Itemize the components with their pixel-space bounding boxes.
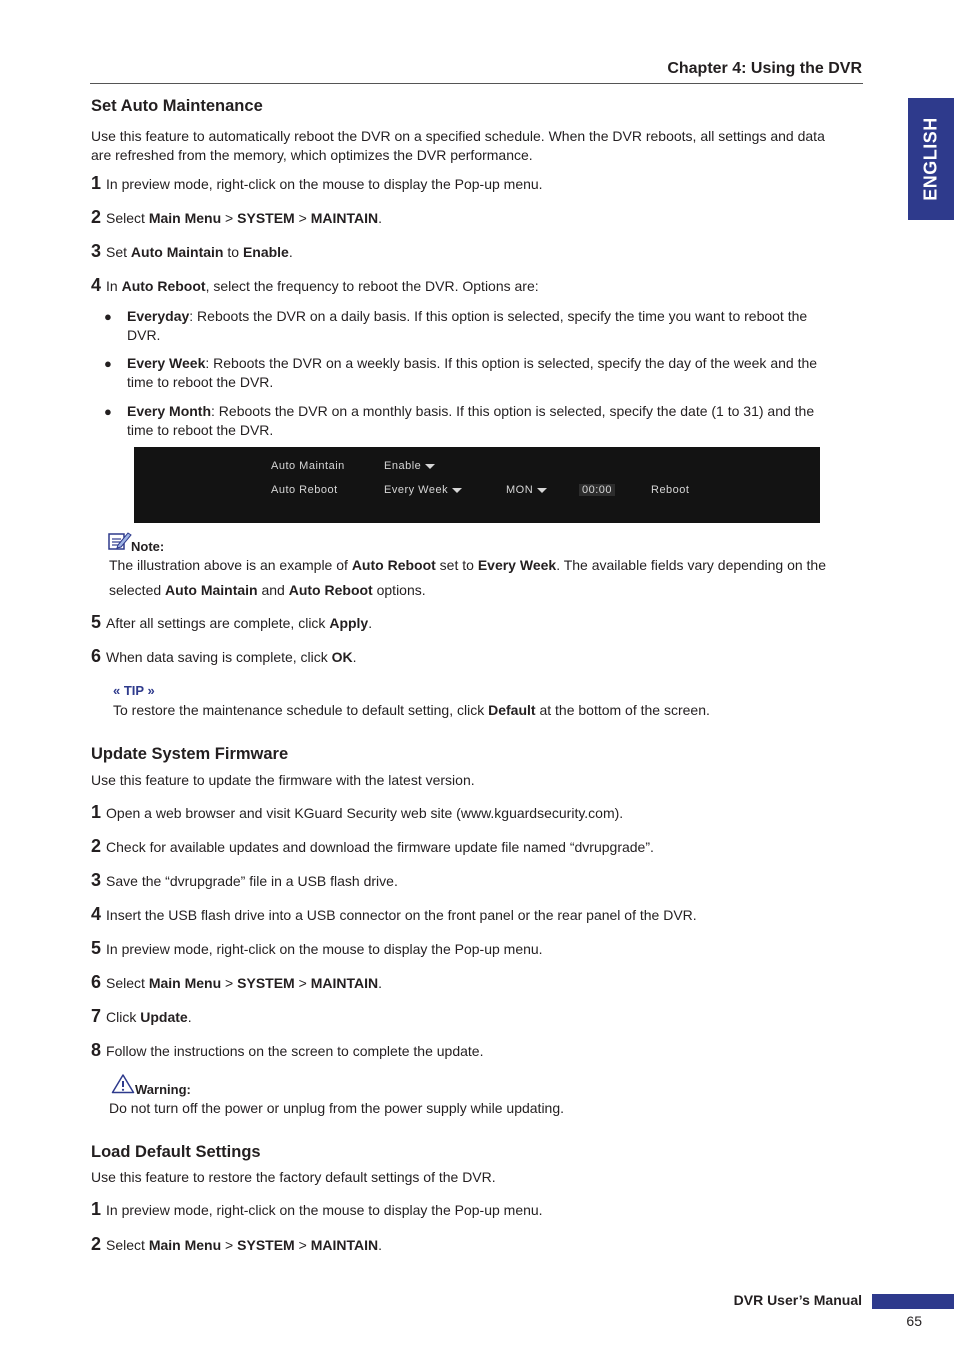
auto-maintain-select[interactable]: [384, 460, 435, 472]
fw-step-3: [91, 871, 398, 891]
language-tab-label: ENGLISH: [920, 117, 941, 201]
step-text: In preview mode, right-click on the mouse to display the Pop-up menu.: [106, 176, 543, 192]
step-text: Select: [106, 210, 149, 226]
menu-path-maintain: MAINTAIN: [310, 975, 379, 991]
tip-text: [113, 701, 710, 720]
period: .: [288, 244, 293, 260]
step-text: , select the frequency to reboot the DVR. Options are:: [205, 278, 539, 294]
step-2: [91, 208, 382, 228]
bullet-every-month-text: [127, 402, 857, 440]
tip-label: « TIP »: [113, 683, 155, 698]
step-number: 1: [91, 1199, 102, 1219]
bullet-everyday: [104, 307, 112, 326]
section2-intro: Use this feature to update the firmware with the latest version.: [91, 772, 475, 788]
step-number: 2: [91, 1234, 102, 1254]
note-label: Note:: [131, 539, 165, 554]
bullet-label: Every Week: [127, 355, 206, 371]
option-auto-reboot: Auto Reboot: [121, 278, 206, 294]
step-number: 7: [91, 1006, 102, 1026]
note-icon: [108, 531, 132, 551]
note-text: . The available fields vary depending on the: [556, 557, 827, 573]
separator: >: [294, 210, 311, 226]
dropdown-caret-icon: [537, 488, 547, 493]
default-step-1: [91, 1200, 543, 1220]
step-3: [91, 242, 293, 262]
update-label: Update: [140, 1009, 188, 1025]
note-bold: Auto Reboot: [288, 582, 373, 598]
step-text: In preview mode, right-click on the mouse to display the Pop-up menu.: [106, 1202, 543, 1218]
bullet-every-week-text: [127, 354, 857, 392]
note-text: The illustration above is an example of: [109, 557, 352, 573]
bullet-everyday-text: [127, 307, 857, 345]
auto-reboot-label: Auto Reboot: [271, 484, 338, 496]
section-title-load-defaults: Load Default Settings: [91, 1143, 261, 1161]
header-rule: [90, 83, 863, 84]
step-text: Set: [106, 244, 131, 260]
tip-line: To restore the maintenance schedule to default setting, click: [113, 702, 489, 718]
separator: >: [221, 210, 238, 226]
step-text: After all settings are complete, click: [106, 615, 330, 631]
tip-line: at the bottom of the screen.: [535, 702, 710, 718]
step-number: 3: [91, 241, 102, 261]
day-value: MON: [506, 484, 534, 496]
dropdown-caret-icon: [452, 488, 462, 493]
note-text: options.: [372, 582, 426, 598]
step-text: Insert the USB flash drive into a USB connector on the front panel or the rear panel of the DVR.: [106, 907, 697, 923]
separator: >: [294, 1237, 311, 1253]
step-text: When data saving is complete, click: [106, 649, 332, 665]
note-bold: Auto Maintain: [165, 582, 258, 598]
language-tab: [908, 98, 954, 220]
step-text: Save the “dvrupgrade” file in a USB flash drive.: [106, 873, 398, 889]
note-text: selected: [109, 582, 166, 598]
default-label: Default: [488, 702, 536, 718]
note-bold: Every Week: [477, 557, 557, 573]
bullet-line: : Reboots the DVR on a monthly basis. If this option is selected, specify the date (1 to 31) and the: [211, 403, 815, 419]
step-text: In preview mode, right-click on the mouse to display the Pop-up menu.: [106, 941, 543, 957]
fw-step-4: [91, 905, 697, 925]
fw-step-6: [91, 973, 382, 993]
menu-path-maintain: MAINTAIN: [310, 210, 379, 226]
option-enable: Enable: [242, 244, 289, 260]
dvr-screen-illustration: [134, 447, 820, 523]
bullet-every-week: [104, 354, 112, 373]
step-number: 6: [91, 972, 102, 992]
separator: >: [294, 975, 311, 991]
step-text: Follow the instructions on the screen to complete the update.: [106, 1043, 484, 1059]
chapter-heading: Chapter 4: Using the DVR: [667, 60, 862, 77]
step-number: 8: [91, 1040, 102, 1060]
step-number: 6: [91, 646, 102, 666]
fw-step-1: [91, 803, 623, 823]
step-number: 5: [91, 612, 102, 632]
auto-maintain-label: Auto Maintain: [271, 460, 345, 472]
menu-path-maintain: MAINTAIN: [310, 1237, 379, 1253]
bullet-label: Everyday: [127, 308, 190, 324]
bullet-dot: ●: [104, 309, 112, 324]
step-text: Click: [106, 1009, 141, 1025]
menu-path-main-menu: Main Menu: [148, 210, 222, 226]
note-text: set to: [435, 557, 478, 573]
bullet-dot: ●: [104, 404, 112, 419]
time-input[interactable]: 00:00: [579, 484, 615, 496]
option-auto-maintain: Auto Maintain: [130, 244, 224, 260]
step-number: 4: [91, 904, 102, 924]
step-number: 1: [91, 802, 102, 822]
menu-path-main-menu: Main Menu: [148, 975, 222, 991]
fw-step-7: [91, 1007, 192, 1027]
menu-path-system: SYSTEM: [237, 1237, 295, 1253]
warning-text: Do not turn off the power or unplug from the power supply while updating.: [109, 1100, 565, 1116]
menu-path-system: SYSTEM: [237, 210, 295, 226]
period: .: [378, 975, 382, 991]
note-line-1: [109, 556, 826, 575]
step-text: to: [223, 244, 243, 260]
bullet-label: Every Month: [127, 403, 212, 419]
section-title-update-firmware: Update System Firmware: [91, 745, 289, 763]
fw-step-5: [91, 939, 543, 959]
step-number: 3: [91, 870, 102, 890]
apply-label: Apply: [329, 615, 369, 631]
step-number: 2: [91, 207, 102, 227]
intro-line-2: are refreshed from the memory, which optimizes the DVR performance.: [91, 147, 533, 163]
warning-icon: [111, 1073, 135, 1094]
step-text: Open a web browser and visit KGuard Security web site (www.kguardsecurity.com).: [106, 805, 624, 821]
period: .: [187, 1009, 192, 1025]
footer-manual-title: DVR User’s Manual: [733, 1292, 862, 1308]
step-5: [91, 613, 372, 633]
bullet-line: time to reboot the DVR.: [127, 422, 274, 438]
step-text: Check for available updates and download the firmware update file named “dvrupgrade”.: [106, 839, 654, 855]
period: .: [378, 1237, 382, 1253]
fw-step-8: [91, 1041, 483, 1061]
day-select[interactable]: [506, 484, 547, 496]
step-number: 1: [91, 173, 102, 193]
dropdown-caret-icon: [425, 464, 435, 469]
menu-path-main-menu: Main Menu: [148, 1237, 222, 1253]
bullet-line: : Reboots the DVR on a daily basis. If this option is selected, specify the time you want to reboot the: [189, 308, 808, 324]
section-title-auto-maintenance: Set Auto Maintenance: [91, 97, 263, 115]
footer-bar: [872, 1294, 954, 1309]
note-line-2: [109, 581, 426, 600]
note-text: and: [257, 582, 289, 598]
default-step-2: [91, 1235, 382, 1255]
page-number: 65: [906, 1313, 922, 1329]
bullet-line: : Reboots the DVR on a weekly basis. If this option is selected, specify the day of the week and the: [205, 355, 818, 371]
step-text: In: [106, 278, 122, 294]
section3-intro: Use this feature to restore the factory default settings of the DVR.: [91, 1169, 496, 1185]
step-1: [91, 174, 543, 194]
auto-reboot-value: Every Week: [384, 484, 449, 496]
period: .: [378, 210, 382, 226]
intro-line-1: Use this feature to automatically reboot the DVR on a specified schedule. When the DVR reboots, all settings and data: [91, 128, 825, 144]
note-bold: Auto Reboot: [351, 557, 436, 573]
menu-path-system: SYSTEM: [237, 975, 295, 991]
period: .: [368, 615, 373, 631]
auto-maintain-value: Enable: [384, 460, 422, 472]
step-number: 2: [91, 836, 102, 856]
separator: >: [221, 1237, 238, 1253]
step-number: 4: [91, 275, 102, 295]
separator: >: [221, 975, 238, 991]
bullet-line: DVR.: [127, 327, 161, 343]
step-6: [91, 647, 357, 667]
step-text: Select: [106, 975, 149, 991]
ok-label: OK: [331, 649, 353, 665]
step-text: Select: [106, 1237, 149, 1253]
step-4: [91, 276, 539, 296]
warning-label: Warning:: [135, 1082, 191, 1097]
fw-step-2: [91, 837, 654, 857]
step-number: 5: [91, 938, 102, 958]
auto-reboot-select[interactable]: [384, 484, 462, 496]
period: .: [352, 649, 357, 665]
bullet-every-month: [104, 402, 112, 421]
bullet-line: time to reboot the DVR.: [127, 374, 274, 390]
bullet-dot: ●: [104, 356, 112, 371]
reboot-button[interactable]: Reboot: [651, 484, 690, 496]
